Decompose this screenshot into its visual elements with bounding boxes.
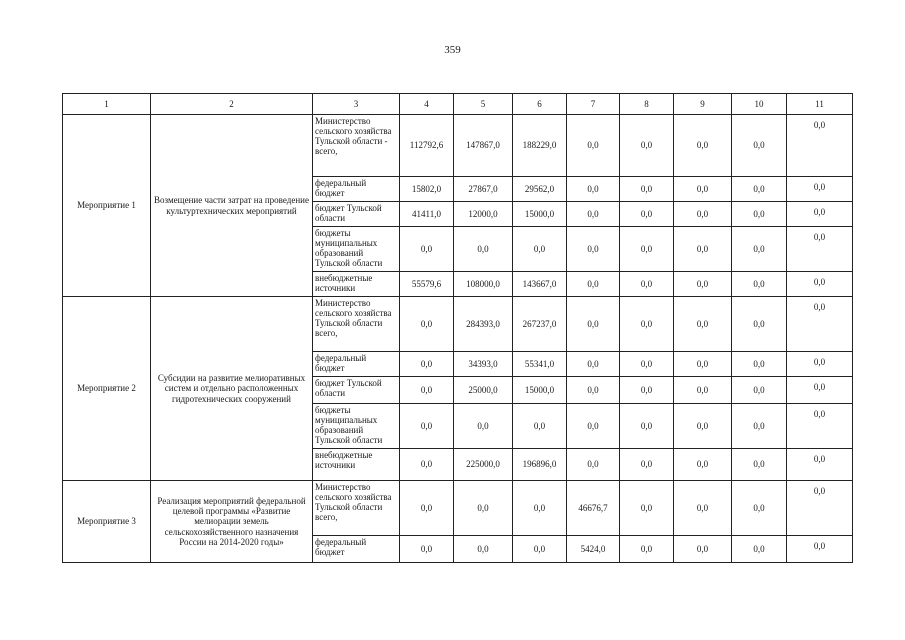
value-cell: 0,0 xyxy=(674,177,732,202)
value-cell: 0,0 xyxy=(787,202,853,227)
value-cell: 0,0 xyxy=(620,536,674,563)
event-description: Реализация мероприятий федеральной целевой программы «Развитие мелиорации земель сельскохозяйственного назначения России на 2014-2020 годы» xyxy=(151,481,313,563)
value-cell: 0,0 xyxy=(732,202,787,227)
funding-source: федеральный бюджет xyxy=(313,352,400,377)
value-cell: 0,0 xyxy=(567,377,620,404)
value-cell: 46676,7 xyxy=(567,481,620,536)
funding-source: внебюджетные источники xyxy=(313,272,400,297)
value-cell: 0,0 xyxy=(400,227,454,272)
funding-source: Министерство сельского хозяйства Тульской области всего, xyxy=(313,481,400,536)
value-cell: 0,0 xyxy=(400,536,454,563)
value-cell: 55579,6 xyxy=(400,272,454,297)
value-cell: 0,0 xyxy=(732,352,787,377)
value-cell: 0,0 xyxy=(787,115,853,177)
value-cell: 0,0 xyxy=(567,404,620,449)
value-cell: 267237,0 xyxy=(513,297,567,352)
value-cell: 0,0 xyxy=(732,297,787,352)
value-cell: 0,0 xyxy=(567,352,620,377)
value-cell: 0,0 xyxy=(400,404,454,449)
value-cell: 108000,0 xyxy=(454,272,513,297)
funding-source: федеральный бюджет xyxy=(313,177,400,202)
value-cell: 0,0 xyxy=(400,449,454,481)
value-cell: 0,0 xyxy=(620,352,674,377)
value-cell: 0,0 xyxy=(567,202,620,227)
column-header: 4 xyxy=(400,94,454,115)
event-name: Мероприятие 2 xyxy=(63,297,151,481)
value-cell: 5424,0 xyxy=(567,536,620,563)
event-name: Мероприятие 1 xyxy=(63,115,151,297)
funding-source: внебюджетные источники xyxy=(313,449,400,481)
event-name: Мероприятие 3 xyxy=(63,481,151,563)
value-cell: 0,0 xyxy=(454,536,513,563)
funding-source: Министерство сельского хозяйства Тульской области всего, xyxy=(313,297,400,352)
value-cell: 55341,0 xyxy=(513,352,567,377)
value-cell: 0,0 xyxy=(620,404,674,449)
value-cell: 0,0 xyxy=(620,115,674,177)
column-header: 5 xyxy=(454,94,513,115)
value-cell: 0,0 xyxy=(620,202,674,227)
value-cell: 0,0 xyxy=(620,377,674,404)
column-header: 7 xyxy=(567,94,620,115)
value-cell: 0,0 xyxy=(620,449,674,481)
value-cell: 143667,0 xyxy=(513,272,567,297)
page-number: 359 xyxy=(444,44,461,56)
value-cell: 0,0 xyxy=(567,177,620,202)
value-cell: 29562,0 xyxy=(513,177,567,202)
value-cell: 0,0 xyxy=(674,377,732,404)
table-body xyxy=(63,115,853,563)
value-cell: 0,0 xyxy=(567,297,620,352)
value-cell: 0,0 xyxy=(732,115,787,177)
value-cell: 0,0 xyxy=(513,481,567,536)
value-cell: 0,0 xyxy=(732,404,787,449)
value-cell: 225000,0 xyxy=(454,449,513,481)
value-cell: 0,0 xyxy=(620,272,674,297)
value-cell: 0,0 xyxy=(732,449,787,481)
value-cell: 0,0 xyxy=(620,481,674,536)
column-header: 11 xyxy=(787,94,853,115)
value-cell: 0,0 xyxy=(674,202,732,227)
column-header: 9 xyxy=(674,94,732,115)
value-cell: 0,0 xyxy=(787,272,853,297)
funding-table xyxy=(62,93,853,563)
value-cell: 0,0 xyxy=(674,297,732,352)
column-header: 10 xyxy=(732,94,787,115)
funding-source: бюджеты муниципальных образований Тульской области xyxy=(313,227,400,272)
funding-source: бюджет Тульской области xyxy=(313,377,400,404)
value-cell: 12000,0 xyxy=(454,202,513,227)
value-cell: 0,0 xyxy=(674,115,732,177)
table-row xyxy=(63,297,853,352)
value-cell: 0,0 xyxy=(400,352,454,377)
value-cell: 0,0 xyxy=(567,449,620,481)
column-header: 2 xyxy=(151,94,313,115)
value-cell: 0,0 xyxy=(732,177,787,202)
value-cell: 25000,0 xyxy=(454,377,513,404)
funding-source: федеральный бюджет xyxy=(313,536,400,563)
value-cell: 0,0 xyxy=(787,227,853,272)
value-cell: 0,0 xyxy=(513,404,567,449)
table-row xyxy=(63,481,853,536)
funding-source: бюджет Тульской области xyxy=(313,202,400,227)
value-cell: 41411,0 xyxy=(400,202,454,227)
value-cell: 0,0 xyxy=(732,227,787,272)
value-cell: 112792,6 xyxy=(400,115,454,177)
value-cell: 15802,0 xyxy=(400,177,454,202)
table-row xyxy=(63,115,853,177)
value-cell: 34393,0 xyxy=(454,352,513,377)
value-cell: 27867,0 xyxy=(454,177,513,202)
value-cell: 284393,0 xyxy=(454,297,513,352)
value-cell: 0,0 xyxy=(732,272,787,297)
value-cell: 0,0 xyxy=(674,404,732,449)
value-cell: 0,0 xyxy=(567,227,620,272)
value-cell: 0,0 xyxy=(674,352,732,377)
value-cell: 15000,0 xyxy=(513,202,567,227)
value-cell: 0,0 xyxy=(454,227,513,272)
column-header: 1 xyxy=(63,94,151,115)
value-cell: 0,0 xyxy=(567,115,620,177)
value-cell: 0,0 xyxy=(787,404,853,449)
value-cell: 0,0 xyxy=(674,227,732,272)
value-cell: 0,0 xyxy=(674,481,732,536)
value-cell: 188229,0 xyxy=(513,115,567,177)
column-header: 3 xyxy=(313,94,400,115)
value-cell: 196896,0 xyxy=(513,449,567,481)
value-cell: 0,0 xyxy=(400,481,454,536)
value-cell: 0,0 xyxy=(567,272,620,297)
funding-source: бюджеты муниципальных образований Тульской области xyxy=(313,404,400,449)
value-cell: 0,0 xyxy=(732,377,787,404)
value-cell: 0,0 xyxy=(787,481,853,536)
value-cell: 0,0 xyxy=(787,297,853,352)
column-header: 6 xyxy=(513,94,567,115)
value-cell: 0,0 xyxy=(732,481,787,536)
value-cell: 0,0 xyxy=(674,272,732,297)
value-cell: 0,0 xyxy=(787,377,853,404)
value-cell: 0,0 xyxy=(674,449,732,481)
column-header: 8 xyxy=(620,94,674,115)
value-cell: 0,0 xyxy=(513,227,567,272)
header-row xyxy=(63,94,853,115)
value-cell: 0,0 xyxy=(513,536,567,563)
value-cell: 0,0 xyxy=(674,536,732,563)
funding-source: Министерство сельского хозяйства Тульской области - всего, xyxy=(313,115,400,177)
value-cell: 15000,0 xyxy=(513,377,567,404)
value-cell: 0,0 xyxy=(620,227,674,272)
value-cell: 0,0 xyxy=(620,177,674,202)
value-cell: 0,0 xyxy=(787,177,853,202)
value-cell: 147867,0 xyxy=(454,115,513,177)
event-description: Субсидии на развитие мелиоративных систем и отдельно расположенных гидротехнических сооружений xyxy=(151,297,313,481)
event-description: Возмещение части затрат на проведение культуртехнических мероприятий xyxy=(151,115,313,297)
value-cell: 0,0 xyxy=(787,536,853,563)
value-cell: 0,0 xyxy=(620,297,674,352)
value-cell: 0,0 xyxy=(732,536,787,563)
value-cell: 0,0 xyxy=(787,449,853,481)
value-cell: 0,0 xyxy=(400,377,454,404)
value-cell: 0,0 xyxy=(787,352,853,377)
value-cell: 0,0 xyxy=(400,297,454,352)
value-cell: 0,0 xyxy=(454,404,513,449)
value-cell: 0,0 xyxy=(454,481,513,536)
